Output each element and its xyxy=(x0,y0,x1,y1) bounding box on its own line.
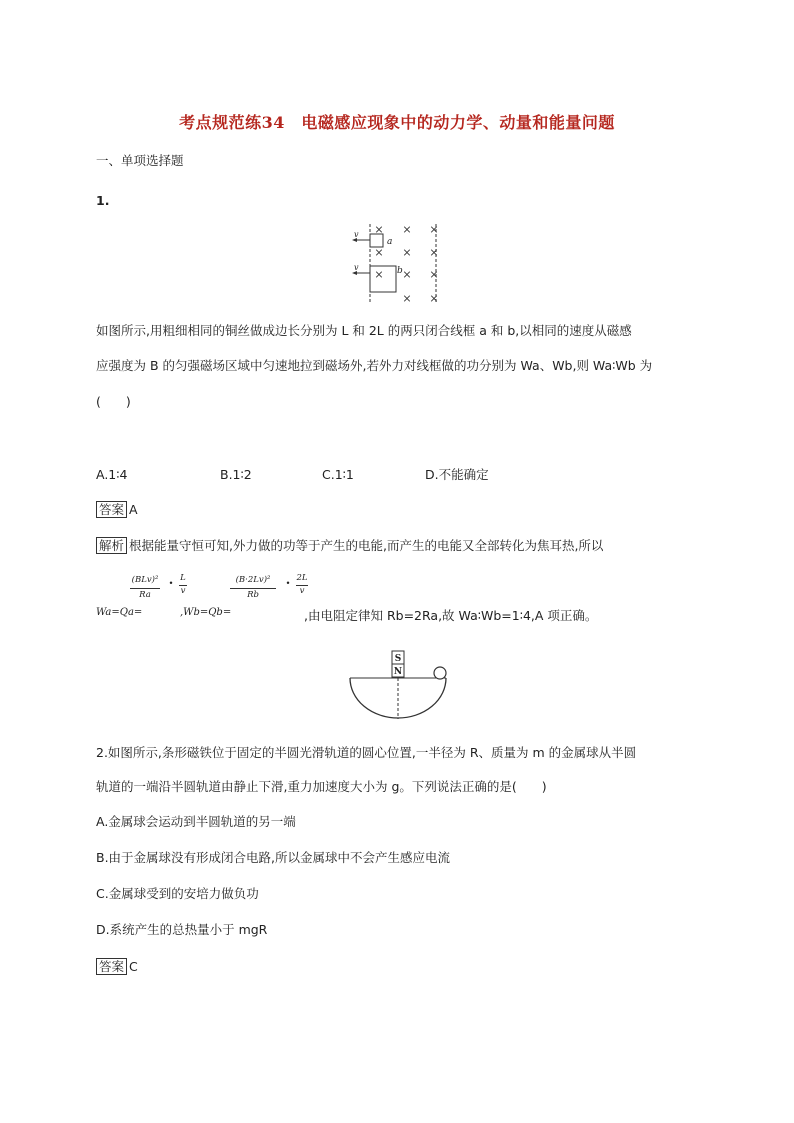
q1-option-a: A.1∶4 xyxy=(96,467,128,482)
fig1-label-v2: v xyxy=(354,263,359,272)
q1-stem-line-2: 应强度为 B 的匀强磁场区域中匀速地拉到磁场外,若外力对线框做的功分别为 Wa、Wb,则 Wa∶Wb 为 xyxy=(96,358,653,373)
formula-tail: ,由电阻定律知 Rb=2Ra,故 Wa∶Wb=1∶4,A 项正确。 xyxy=(304,608,598,623)
q1-stem-line-1: 如图所示,用粗细相同的铜丝做成边长分别为 L 和 2L 的两只闭合线框 a 和 b,以相同的速度从磁感 xyxy=(96,323,632,338)
q1-answer-row xyxy=(96,501,138,519)
q1-analysis-row xyxy=(96,537,603,555)
svg-text:×: × xyxy=(374,246,384,259)
q2-semicircle-track-figure xyxy=(344,648,452,720)
q1-option-c: C.1∶1 xyxy=(322,467,354,482)
svg-text:×: × xyxy=(429,292,439,305)
wa-prefix: Wa=Qa= xyxy=(96,607,143,618)
wa-time-numerator: L xyxy=(180,573,186,583)
q1-paren: ( ) xyxy=(96,394,131,409)
answer-label: 答案 xyxy=(96,958,127,975)
q2-stem-line-1: 2.如图所示,条形磁铁位于固定的半圆光滑轨道的圆心位置,一半径为 R、质量为 m 的金属球从半圆 xyxy=(96,745,637,760)
q1-option-d: D.不能确定 xyxy=(425,467,489,482)
wb-denominator: Rb xyxy=(247,590,259,600)
q1-formula xyxy=(96,575,616,635)
svg-text:×: × xyxy=(429,223,439,236)
fig1-label-b: b xyxy=(397,266,403,276)
svg-text:×: × xyxy=(402,268,412,281)
q2-option-c: C.金属球受到的安培力做负功 xyxy=(96,886,259,901)
svg-text:×: × xyxy=(402,223,412,236)
section-heading: 一、单项选择题 xyxy=(96,153,184,168)
svg-text:×: × xyxy=(374,268,384,281)
q1-analysis-text: 根据能量守恒可知,外力做的功等于产生的电能,而产生的电能又全部转化为焦耳热,所以 xyxy=(129,538,604,553)
q2-answer-row xyxy=(96,958,138,976)
q1-number: 1. xyxy=(96,193,110,208)
wa-denominator: Ra xyxy=(139,590,151,600)
svg-text:×: × xyxy=(402,292,412,305)
page-title: 考点规范练34 电磁感应现象中的动力学、动量和能量问题 xyxy=(179,113,615,132)
wb-time-denominator: v xyxy=(299,586,305,596)
wb-dot: • xyxy=(285,579,291,589)
svg-text:×: × xyxy=(429,268,439,281)
wa-numerator: (BLv)² xyxy=(131,575,159,585)
q2-option-a: A.金属球会运动到半圆轨道的另一端 xyxy=(96,814,296,829)
q1-magnetic-field-figure xyxy=(348,222,448,306)
svg-text:×: × xyxy=(429,246,439,259)
q2-stem-line-2: 轨道的一端沿半圆轨道由静止下滑,重力加速度大小为 g。下列说法正确的是( ) xyxy=(96,779,547,794)
analysis-label: 解析 xyxy=(96,537,127,554)
q2-option-d: D.系统产生的总热量小于 mgR xyxy=(96,922,268,937)
svg-text:×: × xyxy=(402,246,412,259)
wb-prefix: ,Wb=Qb= xyxy=(180,607,232,618)
answer-label: 答案 xyxy=(96,501,127,518)
q2-option-b: B.由于金属球没有形成闭合电路,所以金属球中不会产生感应电流 xyxy=(96,850,451,865)
wa-time-denominator: v xyxy=(180,586,186,596)
fig1-label-a: a xyxy=(387,237,393,247)
q2-answer: C xyxy=(129,959,138,974)
wb-numerator: (B·2Lv)² xyxy=(235,575,271,585)
fig1-label-v1: v xyxy=(354,230,359,239)
magnet-n-label: N xyxy=(393,667,403,677)
q1-option-b: B.1∶2 xyxy=(220,467,252,482)
wb-time-numerator: 2L xyxy=(296,573,308,583)
wa-dot: • xyxy=(168,579,174,589)
magnet-s-label: S xyxy=(394,654,402,664)
svg-text:×: × xyxy=(374,223,384,236)
q1-answer: A xyxy=(129,502,138,517)
